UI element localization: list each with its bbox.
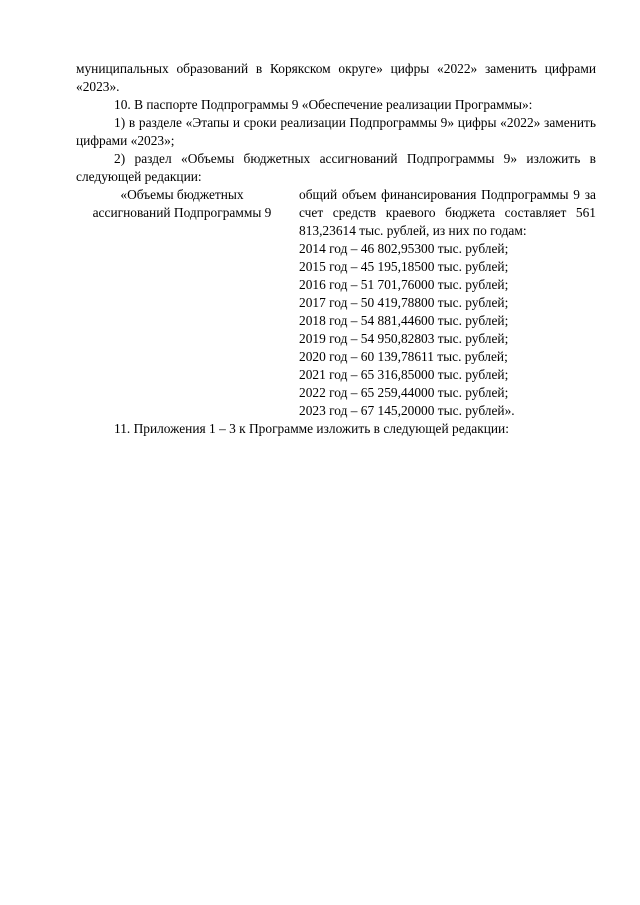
year-line-2016: 2016 год – 51 701,76000 тыс. рублей;	[299, 277, 509, 292]
paragraph-item-11: 11. Приложения 1 – 3 к Программе изложить в следующей редакции:	[114, 421, 509, 436]
year-line-2021: 2021 год – 65 316,85000 тыс. рублей;	[299, 367, 509, 382]
paragraph-item-10: 10. В паспорте Подпрограммы 9 «Обеспечение реализации Программы»:	[114, 97, 533, 112]
paragraph-item-10-2: 2) раздел «Объемы бюджетных ассигнований Подпрограммы 9» изложить в следующей редакции:	[76, 151, 596, 184]
table-value-cell	[299, 186, 596, 420]
year-line-2019: 2019 год – 54 950,82803 тыс. рублей;	[299, 331, 509, 346]
year-line-2020: 2020 год – 60 139,78611 тыс. рублей;	[299, 349, 508, 364]
year-line-2017: 2017 год – 50 419,78800 тыс. рублей;	[299, 295, 509, 310]
document-body	[76, 60, 596, 438]
funding-total-text: общий объем финансирования Подпрограммы 9 за счет средств краевого бюджета составляет 561 813,23614 тыс. рублей, из них по годам:	[299, 187, 596, 238]
paragraph-koryak-district: муниципальных образований в Корякском округе» цифры «2022» заменить цифрами «2023».	[76, 61, 596, 94]
year-line-2015: 2015 год – 45 195,18500 тыс. рублей;	[299, 259, 509, 274]
paragraph-item-10-1: 1) в разделе «Этапы и сроки реализации Подпрограммы 9» цифры «2022» заменить цифрами «2023»;	[76, 115, 596, 148]
year-line-2022: 2022 год – 65 259,44000 тыс. рублей;	[299, 385, 509, 400]
year-line-2014: 2014 год – 46 802,95300 тыс. рублей;	[299, 241, 509, 256]
table-label-cell: «Объемы бюджетных ассигнований Подпрограммы 9	[92, 187, 272, 220]
budget-allocation-table	[76, 186, 596, 420]
year-line-2023: 2023 год – 67 145,20000 тыс. рублей».	[299, 403, 515, 418]
year-line-2018: 2018 год – 54 881,44600 тыс. рублей;	[299, 313, 509, 328]
